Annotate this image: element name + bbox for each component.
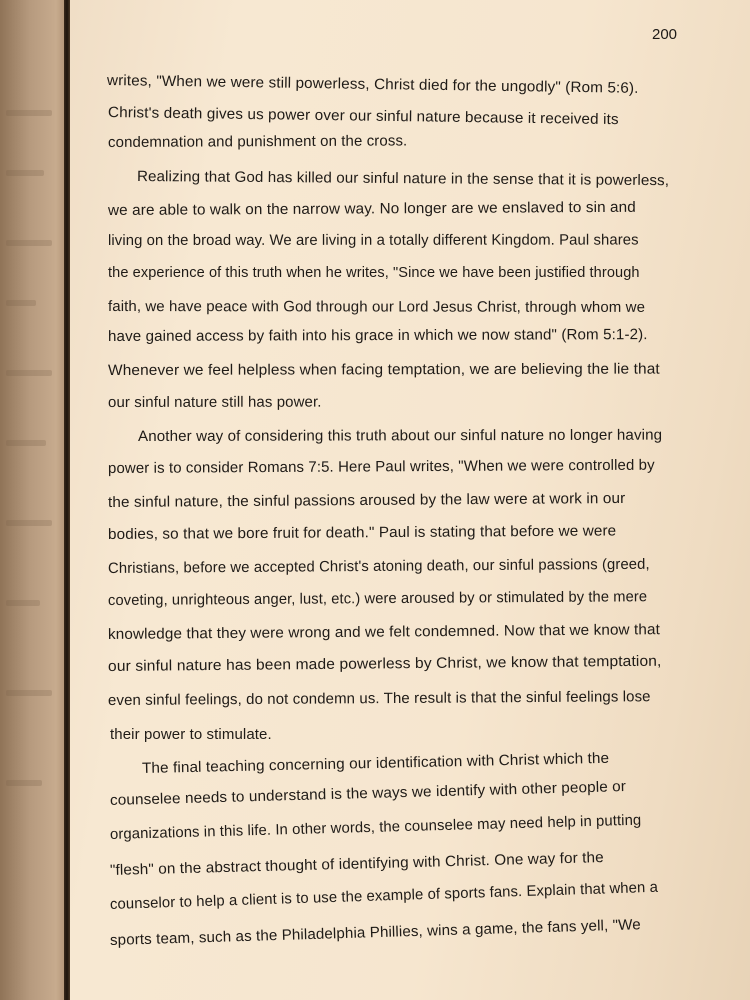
text-line: condemnation and punishment on the cross. <box>107 132 408 151</box>
text-line: the sinful nature, the sinful passions aroused by the law were at work in our <box>107 489 626 511</box>
bleed-through-text <box>6 520 52 526</box>
bleed-through-text <box>6 300 36 306</box>
bleed-through-text <box>6 690 52 696</box>
text-line: living on the broad way. We are living in a totally different Kingdom. Paul shares <box>107 231 639 249</box>
facing-page <box>0 0 66 1000</box>
text-line: writes, "When we were still powerless, Christ died for the ungodly" (Rom 5:6). <box>106 72 639 97</box>
bleed-through-text <box>6 110 52 116</box>
text-line: have gained access by faith into his grace in which we now stand" (Rom 5:1-2). <box>107 326 648 345</box>
text-line: organizations in this life. In other words, the counselee may need help in putting <box>109 811 642 843</box>
text-line: their power to stimulate. <box>110 726 272 743</box>
text-line: power is to consider Romans 7:5. Here Paul writes, "When we were controlled by <box>107 456 655 477</box>
text-line: Whenever we feel helpless when facing temptation, we are believing the lie that <box>107 360 660 379</box>
page-number: 200 <box>652 26 678 43</box>
book-page <box>70 0 750 1000</box>
text-line: Christ's death gives us power over our sinful nature because it received its <box>107 104 619 129</box>
text-line: our sinful nature still has power. <box>107 393 322 411</box>
text-line: coveting, unrighteous anger, lust, etc.) were aroused by or stimulated by the mere <box>107 588 648 609</box>
text-line: "flesh" on the abstract thought of identifying with Christ. One way for the <box>109 849 604 879</box>
text-line: knowledge that they were wrong and we felt condemned. Now that we know that <box>107 621 661 643</box>
bleed-through-text <box>6 240 52 246</box>
text-line: The final teaching concerning our identification with Christ which the <box>141 749 610 777</box>
text-line: Another way of considering this truth about our sinful nature no longer having <box>137 426 663 445</box>
text-line: Christians, before we accepted Christ's atoning death, our sinful passions (greed, <box>107 555 650 577</box>
bleed-through-text <box>6 600 40 606</box>
text-line: Realizing that God has killed our sinful nature in the sense that it is powerless, <box>136 168 670 190</box>
text-line: sports team, such as the Philadelphia Phillies, wins a game, the fans yell, "We <box>109 916 641 949</box>
text-line: even sinful feelings, do not condemn us. The result is that the sinful feelings lose <box>107 688 651 709</box>
bleed-through-text <box>6 440 46 446</box>
text-line: we are able to walk on the narrow way. No longer are we enslaved to sin and <box>107 198 636 219</box>
text-line: counselor to help a client is to use the example of sports fans. Explain that when a <box>109 878 659 913</box>
text-line: bodies, so that we bore fruit for death." Paul is stating that before we were <box>107 522 617 543</box>
bleed-through-text <box>6 370 52 376</box>
bleed-through-text <box>6 780 42 786</box>
text-line: the experience of this truth when he writes, "Since we have been justified through <box>108 264 640 281</box>
text-line: faith, we have peace with God through our Lord Jesus Christ, through whom we <box>107 298 646 316</box>
text-line: our sinful nature has been made powerless by Christ, we know that temptation, <box>107 652 662 675</box>
text-line: counselee needs to understand is the ways we identify with other people or <box>109 778 627 809</box>
bleed-through-text <box>6 170 44 176</box>
